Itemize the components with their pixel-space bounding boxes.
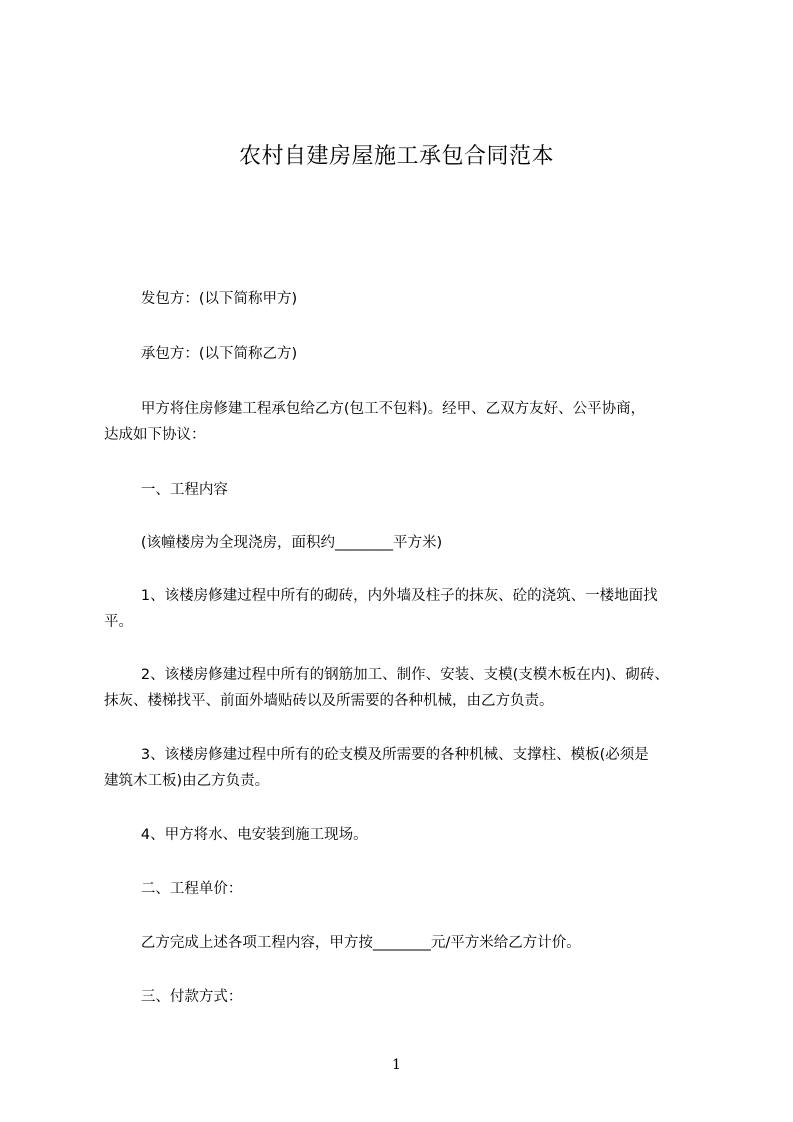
document-title: 农村自建房屋施工承包合同范本: [238, 144, 554, 169]
scope-item-3: 3、该楼房修建过程中所有的砼支模及所需要的各种机械、支撑柱、模板(必须是 建筑木工板)由乙方负责。: [104, 747, 649, 789]
section-heading-scope: 一、工程内容: [104, 482, 228, 498]
party-a-line: 发包方：(以下简称甲方): [104, 291, 298, 307]
scope-note: (该幢楼房为全现浇房，面积约________平方米): [104, 535, 443, 551]
scope-item-2: 2、该楼房修建过程中所有的钢筋加工、制作、安装、支模(支模木板在内)、砌砖、 抹灰、楼梯找平、前面外墙贴砖以及所需要的各种机械，由乙方负责。: [104, 667, 669, 709]
scope-item-4: 4、甲方将水、电安装到施工现场。: [104, 827, 368, 843]
price-clause: 乙方完成上述各项工程内容，甲方按________元/平方米给乙方计价。: [104, 935, 581, 951]
section-heading-payment: 三、付款方式：: [104, 989, 243, 1005]
page-number: 1: [392, 1057, 401, 1073]
party-b-line: 承包方：(以下简称乙方): [104, 346, 298, 362]
section-heading-price: 二、工程单价：: [104, 881, 243, 897]
agreement-intro: 甲方将住房修建工程承包给乙方(包工不包料)。经甲、乙双方友好、公平协商， 达成如下协议：: [104, 401, 646, 443]
scope-item-1: 1、该楼房修建过程中所有的砌砖，内外墙及柱子的抹灰、砼的浇筑、一楼地面找 平。: [104, 588, 658, 630]
